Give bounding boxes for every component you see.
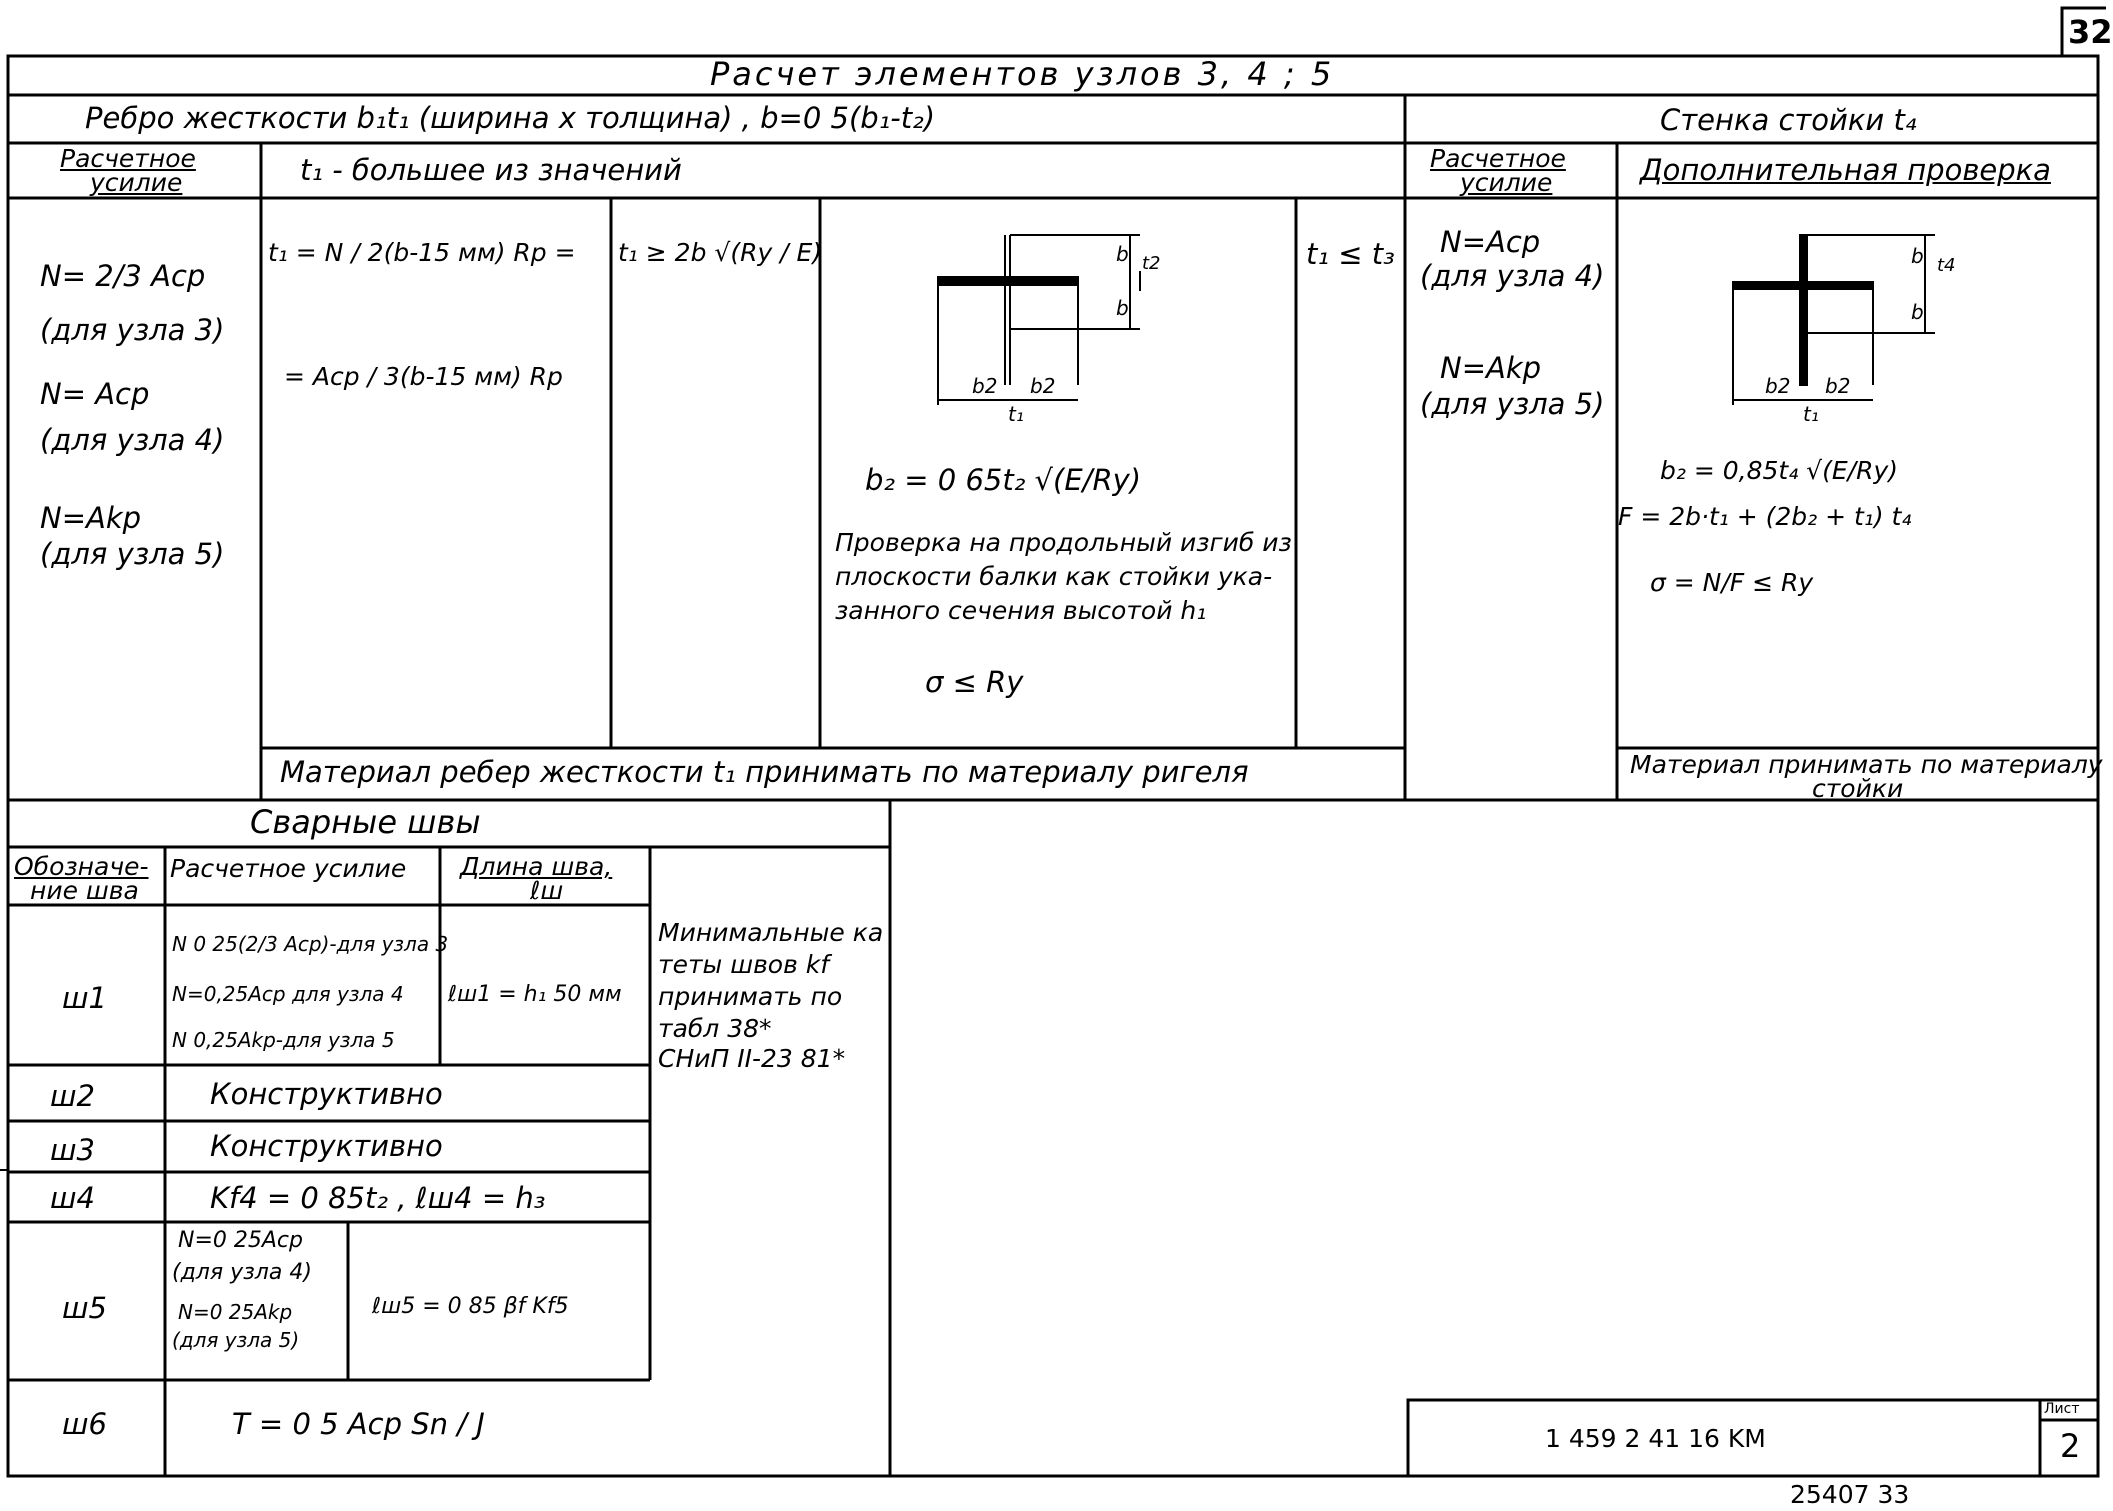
weld-5-force-2: (для узла 4) bbox=[172, 1260, 312, 1285]
formula-b2-column: b₂ = 0,85t₄ √(E/Ry) bbox=[1660, 456, 1898, 485]
rib-force-2-note: (для узла 4) bbox=[40, 423, 225, 457]
weld-name-6: ш6 bbox=[62, 1407, 107, 1441]
rib-force-1-note: (для узла 3) bbox=[40, 313, 225, 347]
sketch-b2-right: b2 bbox=[1825, 374, 1851, 398]
weld-name-1: ш1 bbox=[62, 981, 107, 1015]
sketch-t1: t₁ bbox=[1008, 402, 1024, 426]
weld-3-text: Конструктивно bbox=[210, 1129, 443, 1163]
rib-material-note: Материал ребер жесткости t₁ принимать по материалу ригеля bbox=[280, 755, 1249, 789]
rib-force-3: N=Akp bbox=[40, 501, 142, 535]
sketch-t1: t₁ bbox=[1803, 402, 1819, 426]
column-force-1-note: (для узла 4) bbox=[1420, 259, 1605, 293]
weld-5-force-4: (для узла 5) bbox=[172, 1328, 300, 1352]
column-header: Стенка стойки t₄ bbox=[1660, 103, 1917, 137]
footer-number: 25407 33 bbox=[1790, 1480, 1910, 1509]
column-force-2-note: (для узла 5) bbox=[1420, 387, 1605, 421]
weld-name-3: ш3 bbox=[50, 1133, 95, 1167]
sketch-b2-left: b2 bbox=[972, 374, 998, 398]
weld-note-5: СНиП II-23 81* bbox=[658, 1044, 846, 1073]
page-number: 32 bbox=[2068, 13, 2113, 51]
sketch-b-lower: b bbox=[1116, 296, 1129, 320]
t1-caption: t₁ - большее из значений bbox=[300, 153, 682, 187]
weld-col-designation: Обозначе- bbox=[14, 852, 149, 881]
welds-title: Сварные швы bbox=[250, 803, 481, 841]
weld-1-force-2: N=0,25Acp для узла 4 bbox=[172, 982, 404, 1006]
column-material-note-2: стойки bbox=[1812, 774, 1904, 803]
check-text-2: плоскости балки как стойки ука- bbox=[835, 562, 1273, 591]
rib-force-label-2: усилие bbox=[90, 168, 183, 197]
rib-force-3-note: (для узла 5) bbox=[40, 537, 225, 571]
formula-t1-min: t₁ ≥ 2b √(Ry / E) bbox=[618, 238, 823, 267]
weld-note-3: принимать по bbox=[658, 982, 843, 1011]
check-text-1: Проверка на продольный изгиб из bbox=[835, 528, 1292, 557]
weld-note-1: Минимальные ка bbox=[658, 918, 884, 947]
weld-1-length: ℓш1 = h₁ 50 мм bbox=[448, 982, 622, 1007]
rib-force-2: N= Acp bbox=[40, 377, 150, 411]
column-section-sketch bbox=[1725, 225, 1965, 425]
weld-1-force-3: N 0,25Akp-для узла 5 bbox=[172, 1028, 395, 1052]
weld-col-force: Расчетное усилие bbox=[170, 854, 407, 883]
weld-5-force-3: N=0 25Akp bbox=[178, 1300, 293, 1324]
weld-name-2: ш2 bbox=[50, 1079, 95, 1113]
weld-col-length-2: ℓш bbox=[530, 876, 564, 905]
formula-F: F = 2b·t₁ + (2b₂ + t₁) t₄ bbox=[1618, 502, 1912, 531]
rib-header: Ребро жесткости b₁t₁ (ширина х толщина) , b=0 5(b₁-t₂) bbox=[85, 101, 936, 135]
sketch-t2: t2 bbox=[1142, 253, 1161, 274]
weld-col-length: Длина шва, bbox=[460, 852, 613, 881]
column-force-label-2: усилие bbox=[1460, 168, 1553, 197]
page-title: Расчет элементов узлов 3, 4 ; 5 bbox=[710, 55, 1335, 93]
rib-section-sketch bbox=[930, 225, 1170, 425]
weld-note-2: теты швов kf bbox=[658, 950, 830, 979]
sheet-number: 2 bbox=[2060, 1427, 2081, 1465]
weld-4-text: Kf4 = 0 85t₂ , ℓш4 = h₃ bbox=[210, 1181, 546, 1215]
sketch-b2-left: b2 bbox=[1765, 374, 1791, 398]
sketch-b-upper: b bbox=[1116, 242, 1129, 266]
formula-sigma-column: σ = N/F ≤ Ry bbox=[1650, 568, 1814, 597]
rib-force-1: N= 2/3 Acp bbox=[40, 259, 206, 293]
sheet-label: Лист bbox=[2044, 1401, 2080, 1417]
column-material-note: Материал принимать по материалу bbox=[1630, 750, 2103, 779]
extra-check-label: Дополнительная проверка bbox=[1640, 153, 2051, 187]
weld-name-4: ш4 bbox=[50, 1181, 95, 1215]
weld-1-force-1: N 0 25(2/3 Acp)-для узла 3 bbox=[172, 932, 449, 956]
weld-6-formula: T = 0 5 Acp Sn / J bbox=[232, 1407, 485, 1441]
column-force-label: Расчетное bbox=[1430, 144, 1566, 173]
sketch-b-lower: b bbox=[1911, 300, 1924, 324]
formula-b2-rib: b₂ = 0 65t₂ √(E/Ry) bbox=[865, 463, 1142, 497]
column-force-2: N=Akp bbox=[1440, 351, 1542, 385]
weld-2-text: Конструктивно bbox=[210, 1077, 443, 1111]
formula-t1-max: t₁ ≤ t₃ bbox=[1306, 237, 1395, 271]
sketch-t4: t4 bbox=[1937, 255, 1956, 276]
weld-name-5: ш5 bbox=[62, 1291, 107, 1325]
drawing-code: 1 459 2 41 16 KM bbox=[1545, 1424, 1766, 1453]
column-force-1: N=Acp bbox=[1440, 225, 1541, 259]
weld-col-designation-2: ние шва bbox=[30, 876, 139, 905]
rib-force-label: Расчетное bbox=[60, 144, 196, 173]
formula-t1-b: = Acp / 3(b-15 мм) Rp bbox=[284, 362, 563, 391]
weld-5-length: ℓш5 = 0 85 βf Kf5 bbox=[372, 1294, 569, 1319]
sketch-b-upper: b bbox=[1911, 244, 1924, 268]
weld-note-4: табл 38* bbox=[658, 1014, 772, 1043]
formula-t1-a: t₁ = N / 2(b-15 мм) Rp = bbox=[268, 238, 576, 267]
sigma-check: σ ≤ Ry bbox=[925, 665, 1024, 699]
check-text-3: занного сечения высотой h₁ bbox=[835, 596, 1207, 625]
weld-5-force-1: N=0 25Acp bbox=[178, 1228, 303, 1253]
sketch-b2-right: b2 bbox=[1030, 374, 1056, 398]
